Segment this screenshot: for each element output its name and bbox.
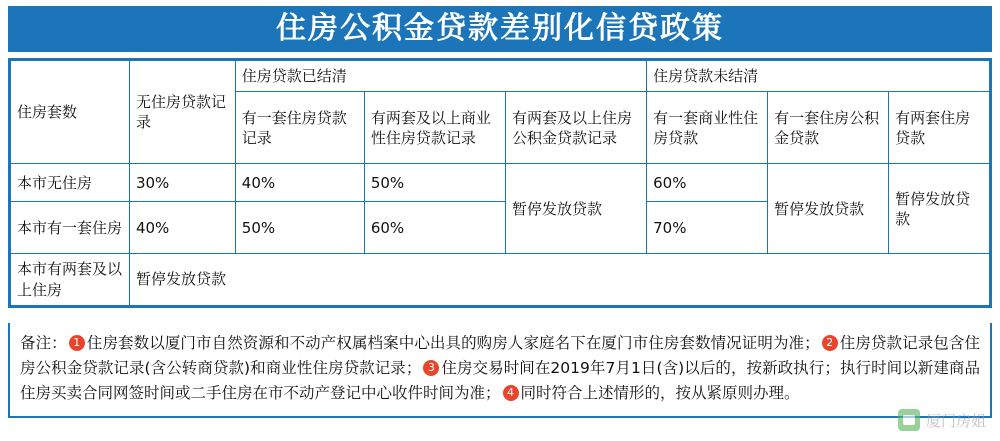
note-marker-2: 2: [822, 335, 838, 351]
note-item-3: 住房交易时间在2019年7月1日(含)以后的，按新政执行；执行时间以新建商品住房买卖合同网签时间或二手住房在市不动产登记中心收件时间为准；: [20, 359, 980, 403]
row-label-two-or-more-housing: 本市有两套及以上住房: [11, 254, 130, 306]
header-corner: 住房套数: [11, 61, 130, 164]
policy-table-container: [8, 58, 992, 308]
row-label-one-housing: 本市有一套住房: [11, 202, 130, 254]
cell-unsettled-two-suspended: 暂停发放贷款: [889, 164, 990, 254]
table-row: [11, 164, 990, 202]
table-row: [11, 254, 990, 306]
cell-settled-two-fund-suspended: 暂停发放贷款: [505, 164, 646, 254]
cell-no-housing-settled-one: 40%: [235, 164, 364, 202]
header-unsettled-one-fund: 有一套住房公积金贷款: [768, 92, 889, 164]
wechat-icon: [898, 409, 920, 431]
page-title: 住房公积金贷款差别化信贷政策: [276, 11, 724, 46]
cell-one-housing-settled-one: 50%: [235, 202, 364, 254]
cell-two-or-more-suspended: 暂停发放贷款: [129, 254, 989, 306]
header-unsettled-one-commercial: 有一套商业性住房贷款: [647, 92, 768, 164]
title-bar: [8, 6, 992, 52]
header-group-settled: 住房贷款已结清: [235, 61, 646, 92]
cell-no-housing-unsettled-one-comm: 60%: [647, 164, 768, 202]
note-item-2: 住房贷款记录包含住房公积金贷款记录(含公转商贷款)和商业性住房贷款记录；: [20, 334, 980, 378]
table-header-row-1: [11, 61, 990, 92]
note-item-1: 住房套数以厦门市自然资源和不动产权属档案中心出具的购房人家庭名下在厦门市住房套数情况证明为准；: [86, 334, 820, 352]
row-label-no-housing: 本市无住房: [11, 164, 130, 202]
cell-one-housing-settled-two-comm: 60%: [364, 202, 505, 254]
cell-unsettled-one-fund-suspended: 暂停发放贷款: [768, 164, 889, 254]
notes-section: [8, 323, 992, 418]
cell-no-housing-no-record: 30%: [129, 164, 235, 202]
watermark-text: 厦门房姐: [925, 411, 986, 430]
header-group-unsettled: 住房贷款未结清: [647, 61, 990, 92]
header-settled-two-fund: 有两套及以上住房公积金贷款记录: [505, 92, 646, 164]
note-marker-1: 1: [69, 335, 85, 351]
cell-one-housing-no-record: 40%: [129, 202, 235, 254]
notes-label: 备注：: [20, 334, 67, 352]
watermark: [898, 409, 986, 431]
header-unsettled-two: 有两套住房贷款: [889, 92, 990, 164]
header-settled-one: 有一套住房贷款记录: [235, 92, 364, 164]
policy-table: [10, 60, 990, 306]
note-marker-4: 4: [503, 385, 519, 401]
cell-no-housing-settled-two-comm: 50%: [364, 164, 505, 202]
note-item-4: 同时符合上述情形的，按从紧原则办理。: [520, 384, 800, 403]
cell-one-housing-unsettled-one-comm: 70%: [647, 202, 768, 254]
header-settled-two-commercial: 有两套及以上商业性住房贷款记录: [364, 92, 505, 164]
note-marker-3: 3: [423, 360, 439, 376]
header-no-loan-record: 无住房贷款记录: [129, 61, 235, 164]
